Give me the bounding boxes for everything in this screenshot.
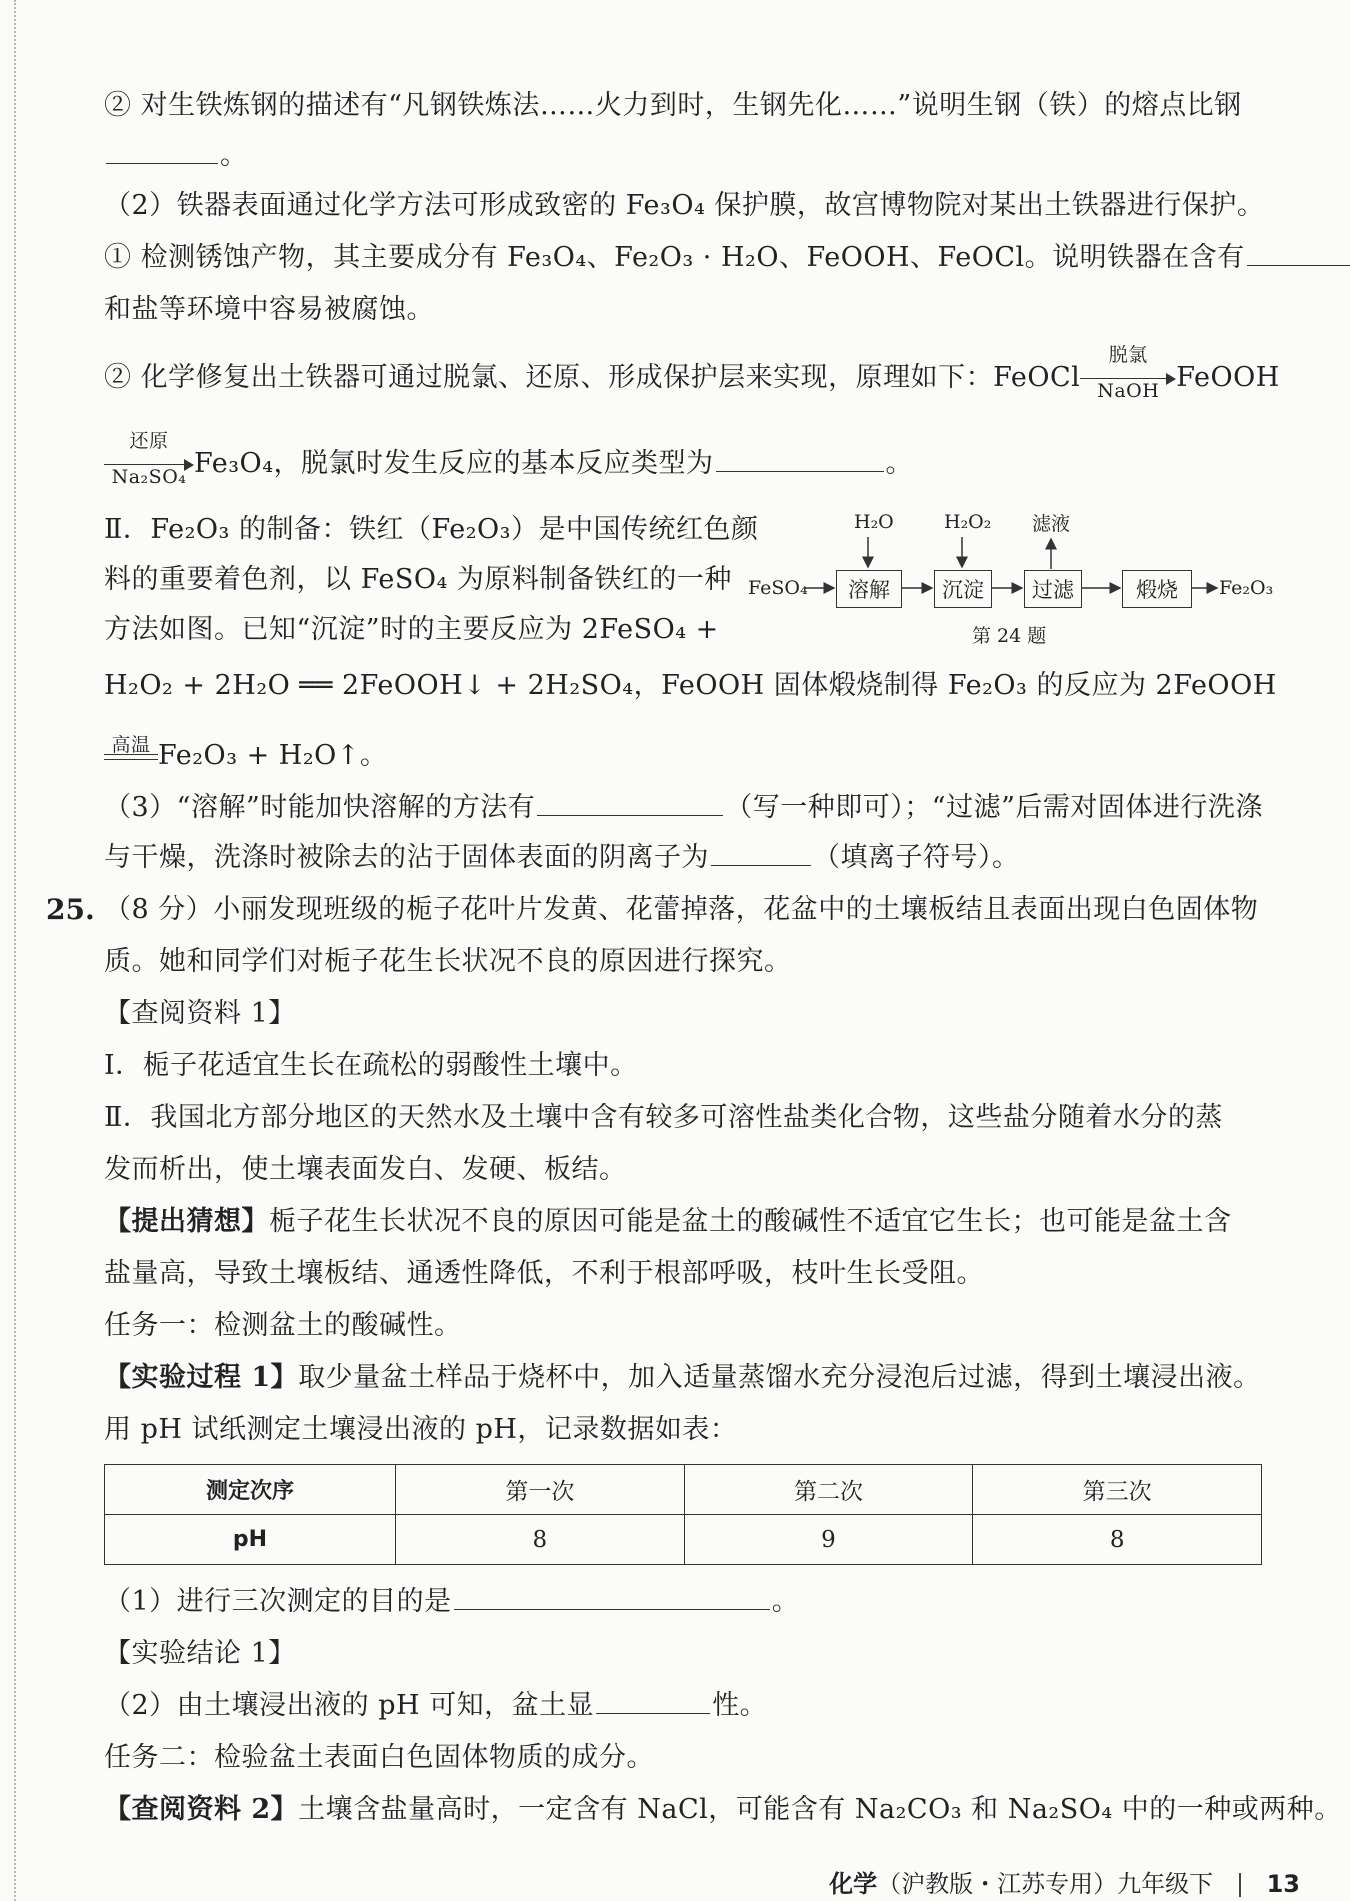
footer-subject: 化学 [829, 1870, 878, 1898]
answer-blank[interactable] [711, 839, 811, 866]
text-line: 任务二：检验盆土表面白色固体物质的成分。 [104, 1742, 654, 1773]
table-cell: 9 [684, 1515, 973, 1565]
table-cell: 8 [396, 1515, 685, 1565]
text-line: （2）铁器表面通过化学方法可形成致密的 Fe₃O₄ 保护膜，故宫博物院对某出土铁器进行保护。 [104, 190, 1265, 221]
text-line: （1）进行三次测定的目的是 。 [104, 1582, 1262, 1622]
text-line: 用 pH 试纸测定土壤浸出液的 pH，记录数据如表： [104, 1414, 738, 1445]
table-row [105, 1465, 1262, 1515]
answer-blank[interactable] [106, 137, 218, 164]
text-line: Ⅰ．栀子花适宜生长在疏松的弱酸性土壤中。 [104, 1050, 638, 1081]
ph-data-table [104, 1464, 1262, 1565]
table-header-cell: 第二次 [684, 1465, 973, 1515]
section-heading: 【查阅资料 1】 [104, 998, 296, 1029]
page-footer [829, 1869, 1300, 1899]
page-number: 13 [1266, 1870, 1300, 1898]
text-line: 高温 Fe₂O₃ + H₂O↑。 [104, 736, 1262, 777]
flow-input-h2o2: H₂O₂ [944, 511, 992, 533]
figure-caption: 第 24 题 [972, 625, 1047, 647]
question-number: 25. [46, 893, 95, 926]
reaction-arrow: 脱氯 NaOH [1080, 359, 1176, 399]
text-line: 【提出猜想】栀子花生长状况不良的原因可能是盆土的酸碱性不适宜它生长；也可能是盆土含 [104, 1206, 1232, 1237]
footer-divider [1239, 1873, 1241, 1897]
text-line: 还原 Na₂SO₄ Fe₃O₄，脱氯时发生反应的基本反应类型为 。 [104, 444, 1262, 485]
answer-blank[interactable] [1247, 239, 1350, 266]
text-line: 和盐等环境中容易被腐蚀。 [104, 294, 434, 325]
table-header-cell: 第三次 [973, 1465, 1262, 1515]
text-line: 任务一：检测盆土的酸碱性。 [104, 1310, 462, 1341]
answer-blank[interactable] [596, 1687, 710, 1714]
section-heading: 【实验结论 1】 [104, 1638, 296, 1669]
text-line: （3）“溶解”时能加快溶解的方法有 （写一种即可）；“过滤”后需对固体进行洗涤 [104, 788, 1262, 828]
flow-start: FeSO₄ [748, 577, 808, 599]
table-header-cell: 第一次 [396, 1465, 685, 1515]
text-line: 【实验过程 1】取少量盆土样品于烧杯中，加入适量蒸馏水充分浸泡后过滤，得到土壤浸出液。 [104, 1362, 1261, 1393]
text-line: ② 对生铁炼钢的描述有“凡钢铁炼法……火力到时，生钢先化……”说明生钢（铁）的熔点比钢 [104, 90, 1242, 121]
process-flow-diagram [742, 505, 1282, 655]
text-line: 。 [104, 136, 1262, 176]
reaction-arrow: 还原 Na₂SO₄ [104, 445, 194, 485]
answer-blank[interactable] [537, 789, 723, 816]
text-line: （2）由土壤浸出液的 pH 可知，盆土显 性。 [104, 1686, 1262, 1726]
flow-step-dissolve: 溶解 [836, 570, 902, 608]
flow-output-filtrate: 滤液 [1032, 513, 1071, 535]
flow-step-calcine: 煅烧 [1122, 570, 1192, 608]
text-line: 盐量高，导致土壤板结、通透性降低，不利于根部呼吸，枝叶生长受阻。 [104, 1258, 984, 1289]
table-row [105, 1515, 1262, 1565]
flow-step-filter: 过滤 [1024, 570, 1082, 608]
flow-end: Fe₂O₃ [1219, 577, 1274, 599]
text-line: ① 检测锈蚀产物，其主要成分有 Fe₃O₄、Fe₂O₃ · H₂O、FeOOH、FeOCl。说明铁器在含有 [104, 238, 1262, 278]
text-line: 方法如图。已知“沉淀”时的主要反应为 2FeSO₄ + [104, 614, 719, 645]
answer-blank[interactable] [454, 1583, 770, 1610]
text-line: 发而析出，使土壤表面发白、发硬、板结。 [104, 1154, 627, 1185]
flow-step-precipitate: 沉淀 [934, 570, 992, 608]
text-line: 料的重要着色剂，以 FeSO₄ 为原料制备铁红的一种 [104, 564, 732, 595]
text-line: ② 化学修复出土铁器可通过脱氯、还原、形成保护层来实现，原理如下：FeOCl 脱氯 NaOH FeOOH [104, 343, 1280, 402]
text-line: 质。她和同学们对栀子花生长状况不良的原因进行探究。 [104, 946, 792, 977]
text-line: Ⅱ．我国北方部分地区的天然水及土壤中含有较多可溶性盐类化合物，这些盐分随着水分的蒸 [104, 1102, 1223, 1133]
text-line: 与干燥，洗涤时被除去的沾于固体表面的阴离子为 （填离子符号）。 [104, 838, 1262, 878]
table-header-cell: 测定次序 [105, 1465, 396, 1515]
text-line: Ⅱ．Fe₂O₃ 的制备：铁红（Fe₂O₃）是中国传统红色颜 [104, 514, 759, 545]
footer-edition: （沪教版・江苏专用）九年级下 [877, 1870, 1214, 1898]
answer-blank[interactable] [716, 445, 884, 472]
table-row-label: pH [105, 1515, 396, 1565]
text-line: （8 分）小丽发现班级的栀子花叶片发黄、花蕾掉落，花盆中的土壤板结且表面出现白色固体物 [104, 894, 1259, 925]
flow-input-h2o: H₂O [854, 511, 894, 533]
reaction-condition: 高温 [104, 737, 158, 777]
table-cell: 8 [973, 1515, 1262, 1565]
text-line: H₂O₂ + 2H₂O ══ 2FeOOH↓ + 2H₂SO₄，FeOOH 固体煅烧制得 Fe₂O₃ 的反应为 2FeOOH [104, 670, 1277, 701]
text-line: 【查阅资料 2】土壤含盐量高时，一定含有 NaCl，可能含有 Na₂CO₃ 和 Na₂SO₄ 中的一种或两种。 [104, 1794, 1342, 1825]
